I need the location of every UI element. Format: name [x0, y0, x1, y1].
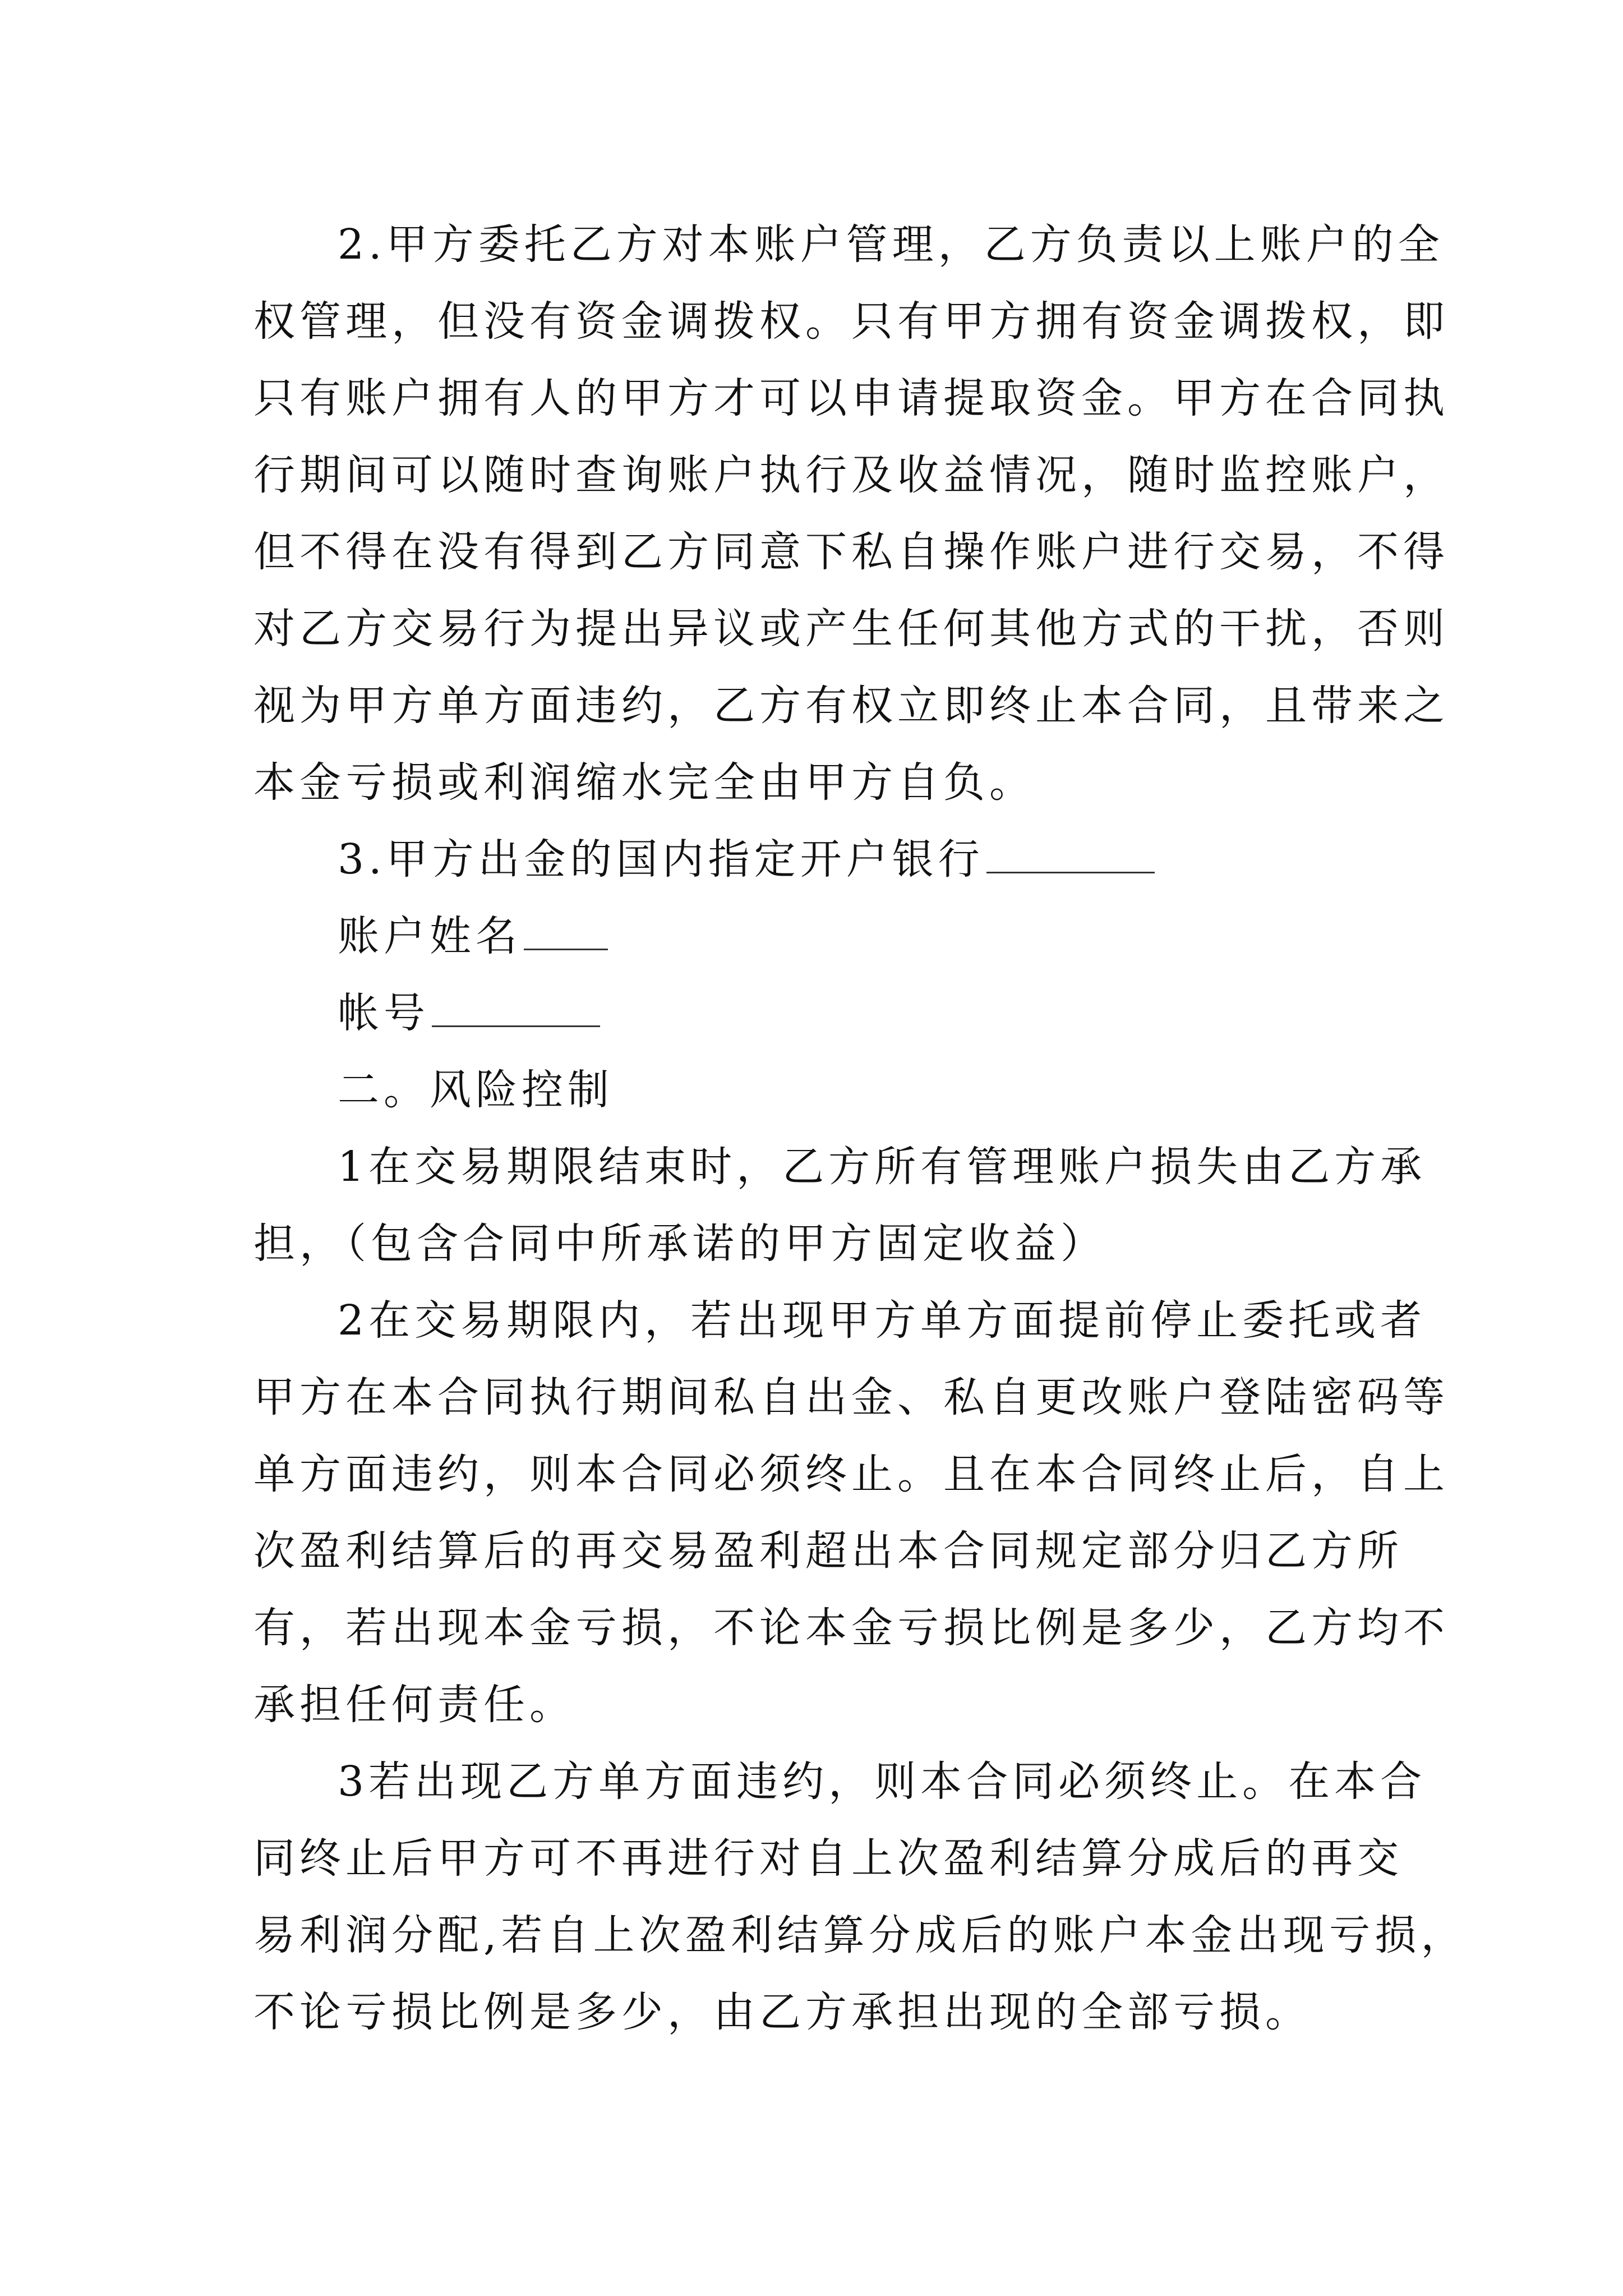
bank-label: 3.甲方出金的国内指定开户银行 [338, 835, 984, 884]
paragraph-line: 视为甲方单方面违约，乙方有权立即终止本合同，且带来之 [253, 682, 1449, 730]
paragraph-line: 对乙方交易行为提出异议或产生任何其他方式的干扰，否则 [253, 605, 1449, 653]
account-number-line [253, 975, 1392, 1052]
paragraph-line: 只有账户拥有人的甲方才可以申请提取资金。甲方在合同执 [253, 374, 1449, 422]
paragraph-line: 行期间可以随时查询账户执行及收益情况，随时监控账户， [253, 451, 1449, 499]
account-name-line [253, 898, 1392, 975]
account-number-blank [432, 994, 600, 1027]
account-number-label: 帐号 [338, 989, 430, 1037]
paragraph-line: 甲方在本合同执行期间私自出金、私自更改账户登陆密码等 [253, 1373, 1449, 1421]
account-name-label: 账户姓名 [338, 912, 522, 960]
paragraph-line: 次盈利结算后的再交易盈利超出本合同规定部分归乙方所 [253, 1527, 1403, 1575]
paragraph-line: 权管理，但没有资金调拨权。只有甲方拥有资金调拨权，即 [253, 297, 1449, 346]
paragraph-line: 担，（包含合同中所承诺的甲方固定收益） [253, 1220, 1106, 1268]
paragraph-line: 2.甲方委托乙方对本账户管理，乙方负责以上账户的全 [338, 220, 1444, 269]
paragraph-line: 2在交易期限内，若出现甲方单方面提前停止委托或者 [338, 1296, 1427, 1345]
paragraph-line: 同终止后甲方可不再进行对自上次盈利结算分成后的再交 [253, 1834, 1403, 1883]
bank-line [253, 821, 1392, 898]
paragraph-line: 但不得在没有得到乙方同意下私自操作账户进行交易，不得 [253, 528, 1449, 576]
paragraph-line: 不论亏损比例是多少，由乙方承担出现的全部亏损。 [253, 1988, 1311, 2036]
paragraph-line: 承担任何责任。 [253, 1681, 575, 1729]
paragraph-line: 本金亏损或利润缩水完全由甲方自负。 [253, 758, 1035, 807]
document-body [253, 206, 1467, 2051]
bank-blank [986, 840, 1155, 873]
paragraph-line: 1在交易期限结束时，乙方所有管理账户损失由乙方承 [338, 1143, 1427, 1191]
paragraph-line: 易利润分配,若自上次盈利结算分成后的账户本金出现亏损， [253, 1911, 1467, 1959]
paragraph-line: 有，若出现本金亏损，不论本金亏损比例是多少，乙方均不 [253, 1604, 1449, 1652]
section-heading: 二。风险控制 [338, 1066, 614, 1114]
account-name-blank [524, 917, 608, 950]
paragraph-line: 单方面违约，则本合同必须终止。且在本合同终止后，自上 [253, 1450, 1449, 1498]
paragraph-line: 3若出现乙方单方面违约，则本合同必须终止。在本合 [338, 1757, 1427, 1806]
